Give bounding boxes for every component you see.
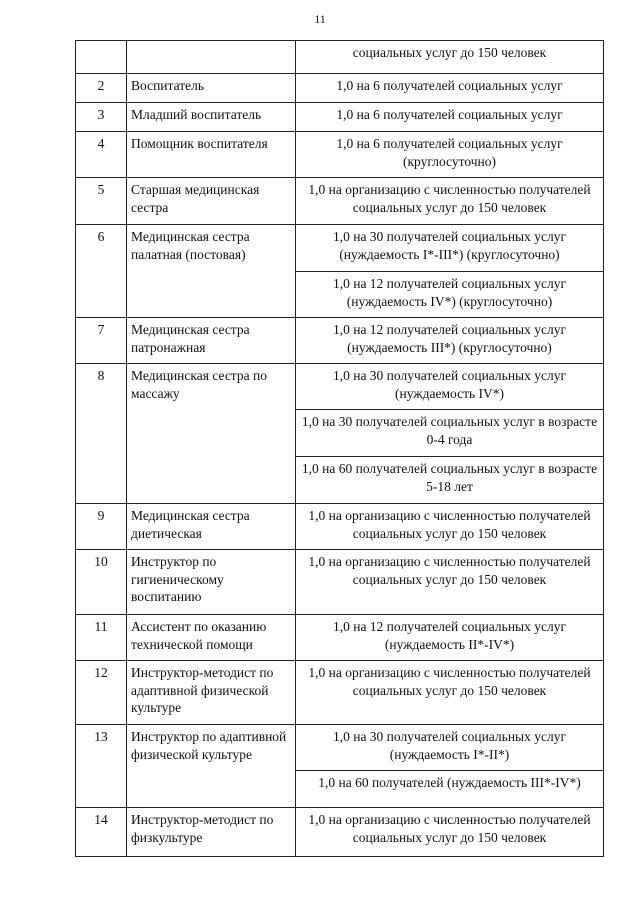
- position-cell: Инструктор по адаптивной физической культуре: [127, 725, 296, 808]
- row-number-cell: 9: [76, 504, 127, 550]
- table-body: [76, 41, 604, 857]
- row-number-cell: 10: [76, 550, 127, 615]
- norm-cell: 1,0 на 30 получателей социальных услуг (нуждаемость I*-II*): [296, 725, 604, 771]
- table-row: [76, 103, 604, 132]
- table-row: [76, 74, 604, 103]
- row-number-cell: 12: [76, 661, 127, 725]
- table-row: [76, 661, 604, 725]
- table-row: [76, 41, 604, 74]
- norm-cell: 1,0 на 60 получателей социальных услуг в возрасте 5-18 лет: [296, 457, 604, 504]
- position-cell: Медицинская сестра диетическая: [127, 504, 296, 550]
- table-row: [76, 615, 604, 661]
- position-cell: Инструктор-методист по адаптивной физической культуре: [127, 661, 296, 725]
- norm-cell: 1,0 на 6 получателей социальных услуг (круглосуточно): [296, 132, 604, 178]
- page-number: 11: [314, 12, 326, 26]
- row-number-cell: 4: [76, 132, 127, 178]
- table-row: [76, 550, 604, 615]
- norm-cell: 1,0 на 6 получателей социальных услуг: [296, 74, 604, 103]
- norm-cell: 1,0 на 12 получателей социальных услуг (нуждаемость III*) (круглосуточно): [296, 318, 604, 364]
- row-number-cell: 6: [76, 225, 127, 318]
- position-cell: Старшая медицинская сестра: [127, 178, 296, 225]
- position-cell: Медицинская сестра палатная (постовая): [127, 225, 296, 318]
- row-number-cell: 5: [76, 178, 127, 225]
- position-cell: Инструктор-методист по физкультуре: [127, 808, 296, 857]
- norm-cell: 1,0 на организацию с численностью получателей социальных услуг до 150 человек: [296, 178, 604, 225]
- table-row: [76, 132, 604, 178]
- table-row: [76, 178, 604, 225]
- norm-cell: 1,0 на 12 получателей социальных услуг (нуждаемость II*-IV*): [296, 615, 604, 661]
- row-number-cell: 3: [76, 103, 127, 132]
- staffing-table: [75, 40, 604, 857]
- row-number-cell: [76, 41, 127, 74]
- position-cell: Воспитатель: [127, 74, 296, 103]
- norm-cell: 1,0 на 12 получателей социальных услуг (нуждаемость IV*) (круглосуточно): [296, 272, 604, 318]
- row-number-cell: 13: [76, 725, 127, 808]
- norm-cell: 1,0 на 30 получателей социальных услуг в возрасте 0-4 года: [296, 410, 604, 457]
- position-cell: Младший воспитатель: [127, 103, 296, 132]
- table-row: [76, 504, 604, 550]
- norm-cell: 1,0 на организацию с численностью получателей социальных услуг до 150 человек: [296, 808, 604, 857]
- row-number-cell: 14: [76, 808, 127, 857]
- norm-cell: 1,0 на организацию с численностью получателей социальных услуг до 150 человек: [296, 661, 604, 725]
- table-row: [76, 808, 604, 857]
- norm-cell: 1,0 на 60 получателей (нуждаемость III*-IV*): [296, 771, 604, 808]
- position-cell: Медицинская сестра патронажная: [127, 318, 296, 364]
- norm-cell: 1,0 на 30 получателей социальных услуг (нуждаемость I*-III*) (круглосуточно): [296, 225, 604, 272]
- row-number-cell: 2: [76, 74, 127, 103]
- norm-cell: социальных услуг до 150 человек: [296, 41, 604, 74]
- position-cell: Медицинская сестра по массажу: [127, 364, 296, 504]
- norm-cell: 1,0 на организацию с численностью получателей социальных услуг до 150 человек: [296, 504, 604, 550]
- norm-cell: 1,0 на 30 получателей социальных услуг (нуждаемость IV*): [296, 364, 604, 410]
- norm-cell: 1,0 на 6 получателей социальных услуг: [296, 103, 604, 132]
- norm-cell: 1,0 на организацию с численностью получателей социальных услуг до 150 человек: [296, 550, 604, 615]
- table-row: [76, 318, 604, 364]
- row-number-cell: 11: [76, 615, 127, 661]
- row-number-cell: 8: [76, 364, 127, 504]
- position-cell: Инструктор по гигиеническому воспитанию: [127, 550, 296, 615]
- position-cell: Помощник воспитателя: [127, 132, 296, 178]
- table-row: [76, 364, 604, 410]
- position-cell: Ассистент по оказанию технической помощи: [127, 615, 296, 661]
- table-row: [76, 725, 604, 771]
- row-number-cell: 7: [76, 318, 127, 364]
- table-row: [76, 225, 604, 272]
- position-cell: [127, 41, 296, 74]
